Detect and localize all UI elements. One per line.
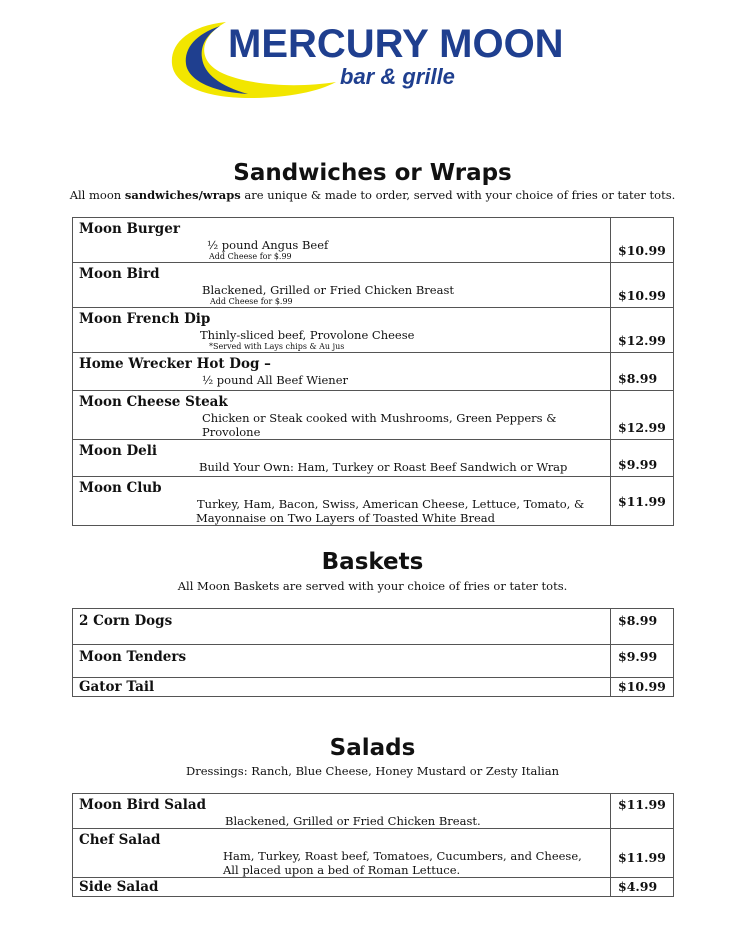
item-name: Moon Cheese Steak bbox=[79, 394, 228, 410]
table-row: Chef Salad Ham, Turkey, Roast beef, Tomatoes, Cucumbers, and Cheese, All placed upon a bed of Roman Lettuce. $11.99 bbox=[73, 829, 674, 878]
item-name: Chef Salad bbox=[79, 832, 161, 848]
item-price: $10.99 bbox=[611, 218, 674, 263]
table-row bbox=[73, 609, 674, 645]
sandwiches-note: All moon sandwiches/wraps are unique & made to order, served with your choice of fries or tater tots. bbox=[69, 188, 676, 202]
item-price: $12.99 bbox=[611, 391, 674, 440]
item-price: $4.99 bbox=[611, 878, 674, 897]
baskets-note: All Moon Baskets are served with your choice of fries or tater tots. bbox=[177, 579, 568, 593]
item-price: $11.99 bbox=[611, 477, 674, 526]
baskets-table bbox=[72, 608, 674, 697]
table-row: Moon Burger ½ pound Angus Beef Add Cheese for $.99 $10.99 bbox=[73, 218, 674, 263]
item-name: Moon Deli bbox=[79, 443, 158, 459]
item-name: Home Wrecker Hot Dog – bbox=[79, 356, 271, 372]
sandwiches-title: Sandwiches or Wraps bbox=[233, 160, 512, 186]
item-name: Moon Club bbox=[79, 480, 162, 496]
item-price: $10.99 bbox=[611, 263, 674, 308]
salads-table bbox=[72, 793, 674, 897]
table-row: Moon Bird Salad Blackened, Grilled or Fried Chicken Breast. $11.99 bbox=[73, 794, 674, 829]
item-price: $8.99 bbox=[611, 353, 674, 391]
item-price: $12.99 bbox=[611, 308, 674, 353]
item-price: $11.99 bbox=[611, 829, 674, 878]
item-name: Moon Bird Salad bbox=[79, 797, 207, 813]
item-name: Moon Burger bbox=[79, 221, 180, 237]
brand-tagline: bar & grille bbox=[340, 64, 455, 89]
table-row: Moon French Dip Thinly-sliced beef, Provolone Cheese *Served with Lays chips & Au jus $12.99 bbox=[73, 308, 674, 353]
item-name: 2 Corn Dogs bbox=[79, 613, 173, 629]
sandwiches-table bbox=[72, 217, 674, 526]
table-row bbox=[73, 678, 674, 697]
table-row: Moon Deli Build Your Own: Ham, Turkey or Roast Beef Sandwich or Wrap $9.99 bbox=[73, 440, 674, 477]
item-name: Moon Tenders bbox=[79, 649, 187, 665]
item-name: Moon French Dip bbox=[79, 311, 211, 327]
item-name: Side Salad bbox=[79, 879, 159, 895]
item-price: $8.99 bbox=[611, 609, 674, 645]
brand-name: MERCURY MOON bbox=[228, 22, 564, 66]
item-price: $10.99 bbox=[611, 678, 674, 697]
salads-note: Dressings: Ranch, Blue Cheese, Honey Mustard or Zesty Italian bbox=[186, 764, 559, 778]
table-row bbox=[73, 878, 674, 897]
item-price: $9.99 bbox=[611, 440, 674, 477]
table-row: Home Wrecker Hot Dog – ½ pound All Beef Wiener $8.99 bbox=[73, 353, 674, 391]
table-row: Moon Bird Blackened, Grilled or Fried Chicken Breast Add Cheese for $.99 $10.99 bbox=[73, 263, 674, 308]
table-row: Moon Club Turkey, Ham, Bacon, Swiss, American Cheese, Lettuce, Tomato, & Mayonnaise on Two Layers of Toasted White Bread $11.99 bbox=[73, 477, 674, 526]
item-price: $11.99 bbox=[611, 794, 674, 829]
baskets-title: Baskets bbox=[321, 549, 424, 575]
item-name: Gator Tail bbox=[79, 679, 155, 695]
table-row bbox=[73, 645, 674, 678]
table-row: Moon Cheese Steak Chicken or Steak cooked with Mushrooms, Green Peppers & Provolone $12.99 bbox=[73, 391, 674, 440]
salads-title: Salads bbox=[329, 735, 416, 761]
item-price: $9.99 bbox=[611, 645, 674, 678]
item-name: Moon Bird bbox=[79, 266, 160, 282]
